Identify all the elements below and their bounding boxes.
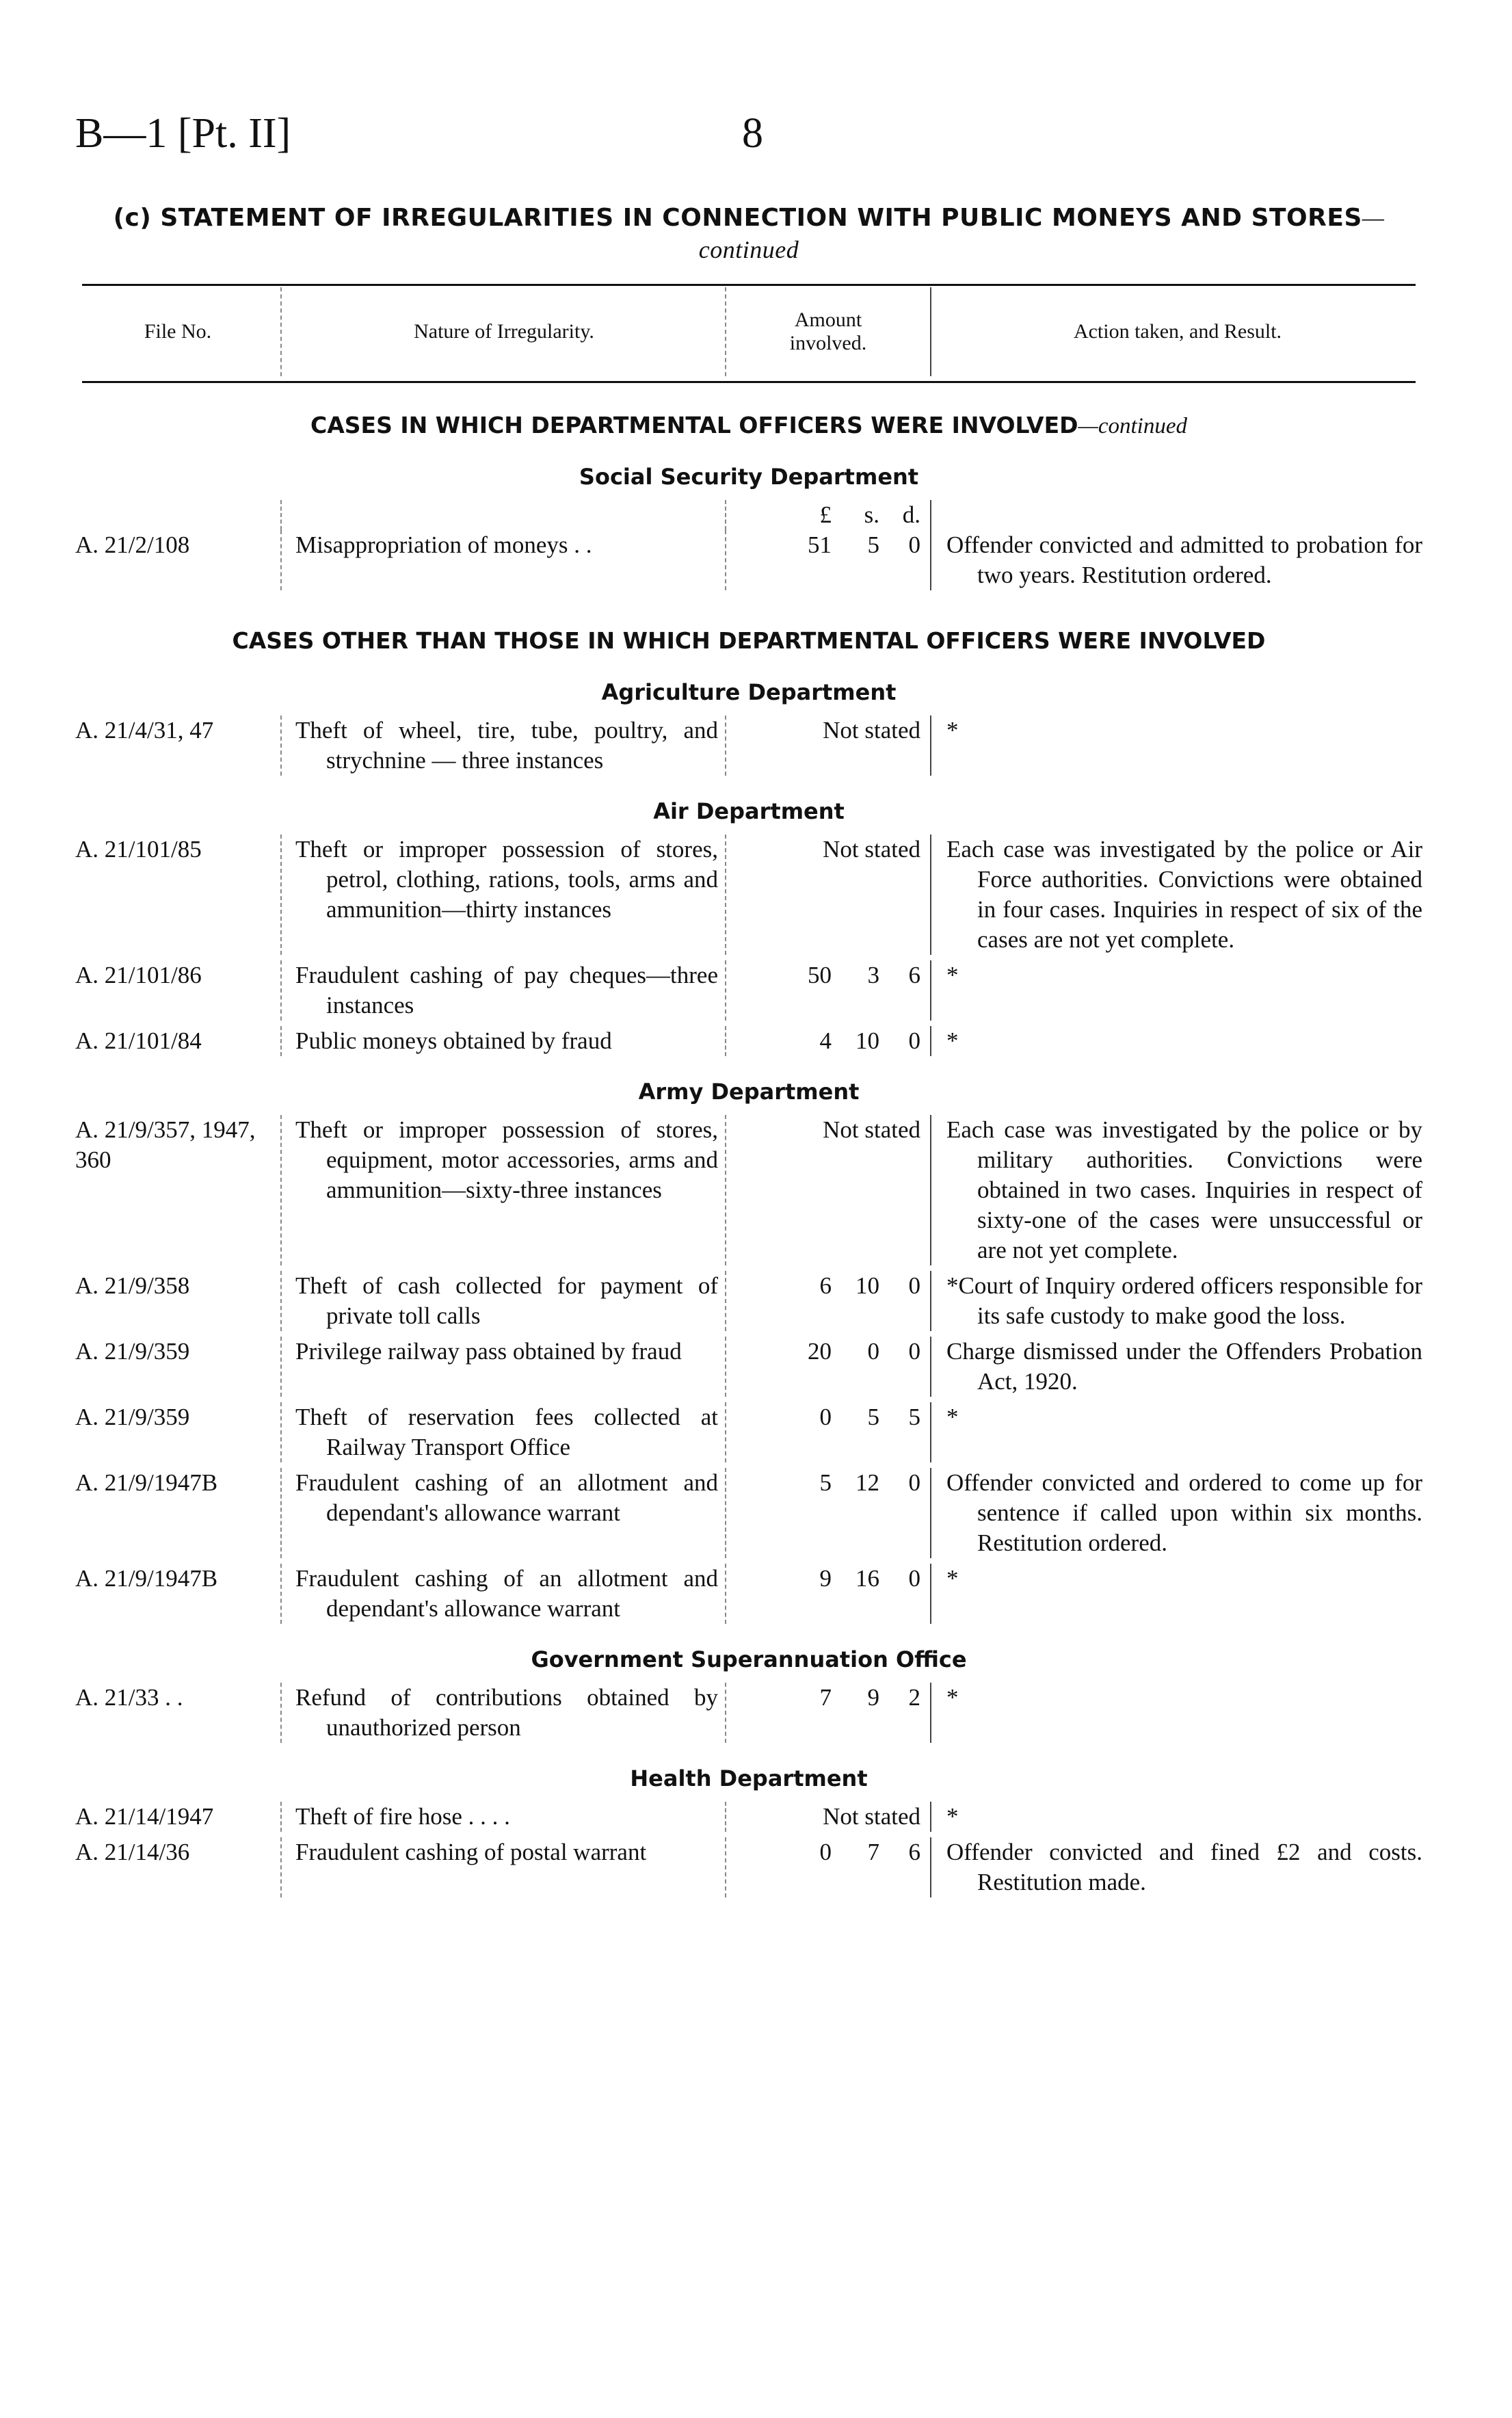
file-number: A. 21/9/357, 1947, 360: [75, 1116, 256, 1173]
title-main: (c) STATEMENT OF IRREGULARITIES IN CONNECTION WITH PUBLIC MONEYS AND STORES: [113, 204, 1362, 232]
currency-s: s.: [864, 501, 879, 528]
amount-cell: [725, 1802, 930, 1832]
amount-s: 10: [856, 1272, 879, 1299]
amount-cell: [725, 960, 930, 1021]
nature-cell: [280, 1837, 725, 1897]
nature-text: Refund of contributions obtained by unauthorized person: [295, 1684, 718, 1741]
amount-cell: [725, 1026, 930, 1056]
action-cell: [930, 1026, 1422, 1056]
header-rule: [82, 381, 1416, 383]
nature-text: Theft of fire hose . . . .: [295, 1803, 510, 1830]
statement-body: [75, 404, 1422, 1903]
action-text: Offender convicted and fined £2 and costs. Restitution made.: [946, 1839, 1422, 1895]
nature-text: Theft of cash collected for payment of private toll calls: [295, 1272, 718, 1329]
amount-cell: [725, 1115, 930, 1265]
file-number: A. 21/101/86: [75, 962, 202, 988]
amount-l: 9: [819, 1565, 832, 1592]
col-action: Action taken, and Result.: [930, 287, 1424, 376]
file-number: A. 21/4/31, 47: [75, 717, 214, 744]
file-number: A. 21/2/108: [75, 531, 190, 558]
file-number: A. 21/9/359: [75, 1404, 190, 1430]
nature-cell: [280, 530, 725, 590]
file-number: A. 21/9/358: [75, 1272, 190, 1299]
nature-text: Fraudulent cashing of an allotment and dependant's allowance warrant: [295, 1565, 718, 1622]
amount-cell: [725, 1468, 930, 1558]
section-heading-text: CASES IN WHICH DEPARTMENTAL OFFICERS WERE INVOLVED: [310, 412, 1078, 438]
title-suffix: —continued: [698, 204, 1385, 263]
amount-cell: [725, 1402, 930, 1462]
nature-cell: [280, 1115, 725, 1265]
table-row: [75, 1337, 1422, 1397]
amount-d: 0: [908, 531, 920, 558]
file-number: A. 21/101/84: [75, 1027, 202, 1054]
amount-d: 6: [908, 1839, 920, 1865]
action-text: *: [946, 1404, 959, 1430]
table-row: [75, 960, 1422, 1021]
action-cell: [930, 1271, 1422, 1331]
amount-d: 0: [908, 1469, 920, 1496]
action-cell: [930, 715, 1422, 776]
table-row: [75, 1402, 1422, 1462]
amount-s: 5: [867, 1404, 879, 1430]
action-text: Offender convicted and ordered to come up for sentence if called upon within six months. Restitution ordered.: [946, 1469, 1422, 1556]
amount-d: 0: [908, 1272, 920, 1299]
nature-text: Fraudulent cashing of an allotment and dependant's allowance warrant: [295, 1469, 718, 1526]
file-number: A. 21/9/359: [75, 1338, 190, 1365]
department-heading: Social Security Department: [579, 464, 919, 490]
nature-text: Fraudulent cashing of postal warrant: [295, 1839, 647, 1865]
amount-text: Not stated: [823, 1116, 920, 1143]
amount-s: 9: [867, 1684, 879, 1711]
currency-d: d.: [902, 501, 920, 528]
table-row: [75, 1026, 1422, 1056]
action-text: *: [946, 1803, 959, 1830]
amount-l: 51: [808, 531, 832, 558]
amount-l: 4: [819, 1027, 832, 1054]
amount-s: 7: [867, 1839, 879, 1865]
action-cell: [930, 1802, 1422, 1832]
action-cell: [930, 835, 1422, 955]
amount-cell: [725, 1837, 930, 1897]
amount-cell: [725, 1337, 930, 1397]
nature-text: Misappropriation of moneys . .: [295, 531, 592, 558]
action-text: *Court of Inquiry ordered officers responsible for its safe custody to make good the loss.: [946, 1272, 1422, 1329]
action-text: Offender convicted and admitted to probation for two years. Restitution ordered.: [946, 531, 1422, 588]
cell-empty: [930, 500, 1422, 530]
amount-l: 6: [819, 1272, 832, 1299]
amount-s: 12: [856, 1469, 879, 1496]
table-row: [75, 715, 1422, 776]
table-row: [75, 530, 1422, 590]
department-heading: Air Department: [653, 798, 845, 824]
nature-text: Privilege railway pass obtained by fraud: [295, 1338, 682, 1365]
action-text: *: [946, 962, 959, 988]
nature-cell: [280, 1337, 725, 1397]
nature-text: Public moneys obtained by fraud: [295, 1027, 612, 1054]
col-amount: Amount involved.: [725, 287, 930, 376]
nature-cell: [280, 1402, 725, 1462]
nature-cell: [280, 1468, 725, 1558]
action-text: Each case was investigated by the police or by military authorities. Convictions were obtained in two cases. Inquiries in respect of sixty-one of the cases were unsuccessful or are not yet complete.: [946, 1116, 1422, 1263]
action-cell: [930, 1402, 1422, 1462]
action-text: *: [946, 1684, 959, 1711]
col-file-no: File No.: [144, 320, 212, 343]
section-heading: [75, 626, 1422, 657]
spacer: [75, 596, 1422, 619]
amount-l: 50: [808, 962, 832, 988]
action-text: Each case was investigated by the police or Air Force authorities. Convictions were obtained in four cases. Inquiries in respect of six of the cases are not yet complete.: [946, 836, 1422, 953]
document-title: [75, 202, 1422, 266]
table-row: [75, 1837, 1422, 1897]
currency-l: £: [819, 501, 832, 528]
amount-d: 6: [908, 962, 920, 988]
cell-empty: [75, 500, 280, 530]
amount-s: 16: [856, 1565, 879, 1592]
nature-cell: [280, 715, 725, 776]
amount-l: 5: [819, 1469, 832, 1496]
nature-text: Theft or improper possession of stores, petrol, clothing, rations, tools, arms and ammunition—thirty instances: [295, 836, 718, 923]
column-headers: [75, 287, 1422, 376]
file-number: A. 21/101/85: [75, 836, 202, 863]
amount-s: 10: [856, 1027, 879, 1054]
amount-cell: [725, 1564, 930, 1624]
amount-l: 20: [808, 1338, 832, 1365]
currency-header-row: [75, 500, 1422, 530]
amount-cell: [725, 715, 930, 776]
table-row: [75, 1683, 1422, 1743]
amount-l: 7: [819, 1684, 832, 1711]
table-row: [75, 1271, 1422, 1331]
page-number: 8: [742, 110, 763, 157]
action-cell: [930, 1564, 1422, 1624]
department-heading: Health Department: [630, 1765, 868, 1791]
nature-text: Fraudulent cashing of pay cheques—three instances: [295, 962, 718, 1019]
action-text: *: [946, 717, 959, 744]
amount-s: 0: [867, 1338, 879, 1365]
nature-cell: [280, 835, 725, 955]
action-cell: [930, 1683, 1422, 1743]
table-row: [75, 1468, 1422, 1558]
file-number: A. 21/14/1947: [75, 1803, 214, 1830]
amount-l: 0: [819, 1404, 832, 1430]
department-heading: Agriculture Department: [601, 679, 897, 705]
table-row: [75, 1802, 1422, 1832]
page-header: [75, 109, 1443, 158]
table-row: [75, 835, 1422, 955]
nature-cell: [280, 1026, 725, 1056]
department-heading: Government Superannuation Office: [531, 1646, 967, 1672]
cell-empty: [280, 500, 725, 530]
table-row: [75, 1115, 1422, 1265]
amount-text: Not stated: [823, 836, 920, 863]
nature-text: Theft of wheel, tire, tube, poultry, and strychnine — three instances: [295, 717, 718, 774]
amount-cell: [725, 1683, 930, 1743]
table-row: [75, 1564, 1422, 1624]
amount-text: Not stated: [823, 717, 920, 744]
action-cell: [930, 1837, 1422, 1897]
section-heading-text: CASES OTHER THAN THOSE IN WHICH DEPARTMENTAL OFFICERS WERE INVOLVED: [232, 627, 1266, 654]
amount-cell: [725, 835, 930, 955]
nature-text: Theft or improper possession of stores, equipment, motor accessories, arms and ammunition—sixty-three instances: [295, 1116, 718, 1203]
department-heading: Army Department: [638, 1079, 860, 1105]
file-number: A. 21/14/36: [75, 1839, 190, 1865]
action-text: Charge dismissed under the Offenders Probation Act, 1920.: [946, 1338, 1422, 1395]
amount-s: 3: [867, 962, 879, 988]
amount-d: 0: [908, 1565, 920, 1592]
currency-header: [725, 500, 930, 530]
col-nature: Nature of Irregularity.: [280, 287, 726, 376]
action-text: *: [946, 1027, 959, 1054]
amount-text: Not stated: [823, 1803, 920, 1830]
amount-cell: [725, 530, 930, 590]
action-text: *: [946, 1565, 959, 1592]
file-number: A. 21/33 . .: [75, 1684, 183, 1711]
section-heading: [75, 410, 1422, 441]
top-rule: [82, 284, 1416, 286]
nature-cell: [280, 1271, 725, 1331]
nature-cell: [280, 1802, 725, 1832]
nature-cell: [280, 960, 725, 1021]
nature-cell: [280, 1683, 725, 1743]
amount-s: 5: [867, 531, 879, 558]
nature-text: Theft of reservation fees collected at Railway Transport Office: [295, 1404, 718, 1460]
file-number: A. 21/9/1947B: [75, 1469, 218, 1496]
action-cell: [930, 1337, 1422, 1397]
amount-l: 0: [819, 1839, 832, 1865]
document-reference: B—1 [Pt. II]: [75, 110, 291, 157]
section-heading-suffix: —continued: [1078, 414, 1187, 438]
amount-d: 5: [908, 1404, 920, 1430]
nature-cell: [280, 1564, 725, 1624]
amount-d: 0: [908, 1338, 920, 1365]
action-cell: [930, 530, 1422, 590]
action-cell: [930, 1115, 1422, 1265]
amount-d: 2: [908, 1684, 920, 1711]
amount-d: 0: [908, 1027, 920, 1054]
amount-cell: [725, 1271, 930, 1331]
action-cell: [930, 960, 1422, 1021]
file-number: A. 21/9/1947B: [75, 1565, 218, 1592]
action-cell: [930, 1468, 1422, 1558]
